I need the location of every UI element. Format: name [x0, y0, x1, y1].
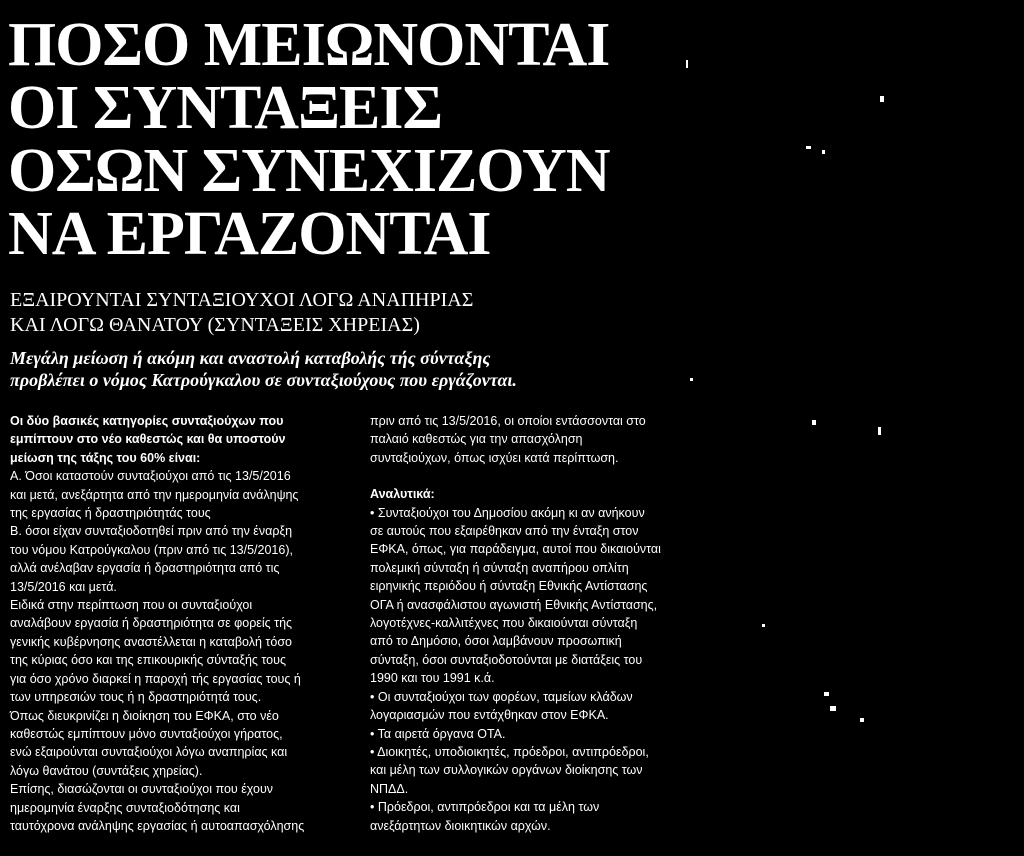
scan-speck — [878, 427, 881, 435]
body-line: αναλάβουν εργασία ή δραστηριότητα σε φορείς τής — [10, 616, 293, 631]
body-line: καθεστώς εμπίπτουν μόνο συνταξιούχοι γήρατος, — [10, 726, 283, 741]
spacer — [370, 467, 700, 485]
subheadline-line: ΕΞΑΙΡΟΥΝΤΑΙ ΣΥΝΤΑΞΙΟΥΧΟΙ ΛΟΓΩ ΑΝΑΠΗΡΙΑΣ — [10, 289, 474, 311]
body-line: γενικής κυβέρνησης αναστέλλεται η καταβολή τόσο — [10, 634, 292, 649]
body-line: λόγω θανάτου (συντάξεις χηρείας). — [10, 763, 203, 778]
headline-line: ΟΣΩΝ ΣΥΝΕΧΙΖΟΥΝ — [8, 137, 610, 205]
scan-speck — [880, 96, 884, 102]
body-line: Επίσης, διασώζονται οι συνταξιούχοι που έχουν — [10, 782, 274, 797]
intro-line: παλαιό καθεστώς για την απασχόληση — [370, 432, 583, 447]
bullet-line: • Συνταξιούχοι του Δημοσίου ακόμη κι αν ανήκουν — [370, 505, 645, 520]
scan-speck — [686, 60, 688, 68]
scan-speck — [806, 146, 811, 149]
body-line: ταυτόχρονα ανάληψης εργασίας ή αυτοαπασχόλησης — [10, 818, 305, 833]
body-line: 13/5/2016 και μετά. — [10, 579, 117, 594]
bullet-line: ΕΦΚΑ, όπως, για παράδειγμα, αυτοί που δικαιούνται — [370, 542, 661, 557]
bullet-line: σύνταξη, όσοι συνταξιοδοτούνται με διατάξεις του — [370, 652, 643, 667]
bullet-line: ανεξάρτητων διοικητικών αρχών. — [370, 818, 551, 833]
body-line: του νόμου Κατρούγκαλου (πριν από τις 13/5/2016), — [10, 542, 293, 557]
bullet-line: ΟΓΑ ή ανασφάλιστου αγωνιστή Εθνικής Αντίστασης, — [370, 597, 658, 612]
right-column — [370, 412, 700, 835]
subheadline-line: ΚΑΙ ΛΟΓΩ ΘΑΝΑΤΟΥ (ΣΥΝΤΑΞΕΙΣ ΧΗΡΕΙΑΣ) — [10, 314, 420, 336]
bullet-line: λογαριασμών που εντάχθηκαν στον ΕΦΚΑ. — [370, 708, 609, 723]
body-line: Α. Όσοι καταστούν συνταξιούχοι από τις 13/5/2016 — [10, 469, 291, 484]
bullet-line: 1990 και του 1991 κ.ά. — [370, 671, 495, 686]
intro-line: συνταξιούχων, όπως ισχύει κατά περίπτωση. — [370, 450, 619, 465]
bullet-line: ειρηνικής περιόδου ή σύνταξη Εθνικής Αντίστασης — [370, 579, 648, 594]
scan-speck — [824, 692, 829, 696]
headline-line: ΠΟΣΟ ΜΕΙΩΝΟΝΤΑΙ — [8, 11, 610, 79]
bullet-line: σε αυτούς που εξαιρέθηκαν από την ένταξη στον — [370, 524, 639, 539]
intro-line: πριν από τις 13/5/2016, οι οποίοι εντάσσονται στο — [370, 414, 646, 428]
bullet-line: από το Δημόσιο, όσοι λαμβάνουν προσωπική — [370, 634, 622, 649]
body-line: της κύριας όσο και της επικουρικής σύνταξής τους — [10, 653, 286, 668]
headline-line: ΝΑ ΕΡΓΑΖΟΝΤΑΙ — [8, 200, 491, 268]
body-line: Ειδικά στην περίπτωση που οι συνταξιούχοι — [10, 598, 253, 613]
intro-line: μείωση της τάξης του 60% είναι: — [10, 450, 201, 465]
subheadline — [10, 288, 690, 338]
bullet-line: • Οι συνταξιούχοι των φορέων, ταμείων κλάδων — [370, 689, 633, 704]
lead-line: προβλέπει ο νόμος Κατρούγκαλου σε συνταξιούχους που εργάζονται. — [10, 370, 517, 390]
bullet-line: • Διοικητές, υποδιοικητές, πρόεδροι, αντιπρόεδροι, — [370, 744, 649, 759]
body-line: και μετά, ανεξάρτητα από την ημερομηνία ανάληψης — [10, 487, 299, 502]
body-line: της εργασίας ή δραστηριότητάς τους — [10, 506, 211, 521]
scan-speck — [860, 718, 864, 722]
bullet-line: • Τα αιρετά όργανα ΟΤΑ. — [370, 726, 506, 741]
lead-line: Μεγάλη μείωση ή ακόμη και αναστολή καταβολής τής σύνταξης — [10, 348, 491, 368]
body-line: Β. όσοι είχαν συνταξιοδοτηθεί πριν από την έναρξη — [10, 524, 293, 539]
scan-speck — [812, 420, 816, 425]
body-line: για όσο χρόνο διαρκεί η παροχή τής εργασίας τους ή — [10, 671, 301, 686]
scan-speck — [830, 706, 836, 711]
bullet-line: πολεμική σύνταξη ή σύνταξη αναπήρου οπλίτη — [370, 560, 629, 575]
body-line: Όπως διευκρινίζει η διοίκηση του ΕΦΚΑ, στο νέο — [10, 708, 279, 723]
section-heading: Αναλυτικά: — [370, 487, 435, 502]
bullet-line: και μέλη των συλλογικών οργάνων διοίκησης των — [370, 763, 643, 778]
headline-line: ΟΙ ΣΥΝΤΑΞΕΙΣ — [8, 74, 443, 142]
body-line: ενώ εξαιρούνται συνταξιούχοι λόγω αναπηρίας και — [10, 745, 288, 760]
intro-line: Οι δύο βασικές κατηγορίες συνταξιούχων που — [10, 414, 284, 428]
left-column — [10, 412, 365, 835]
bullet-line: λογοτέχνες-καλλιτέχνες που δικαιούνται σύνταξη — [370, 616, 638, 631]
body-line: ημερομηνία έναρξης συνταξιοδότησης και — [10, 800, 240, 815]
headline — [8, 11, 688, 268]
body-line: αλλά ανέλαβαν εργασία ή δραστηριότητα από τις — [10, 561, 280, 576]
bullet-line: ΝΠΔΔ. — [370, 781, 409, 796]
body-line: των υπηρεσιών τους ή η δραστηριότητά τους. — [10, 690, 262, 705]
bullet-line: • Πρόεδροι, αντιπρόεδροι και τα μέλη των — [370, 800, 600, 815]
scan-speck — [690, 378, 693, 381]
scan-speck — [762, 624, 765, 627]
scan-speck — [822, 150, 825, 154]
lead-paragraph — [10, 347, 700, 391]
intro-line: εμπίπτουν στο νέο καθεστώς και θα υποστούν — [10, 432, 286, 447]
